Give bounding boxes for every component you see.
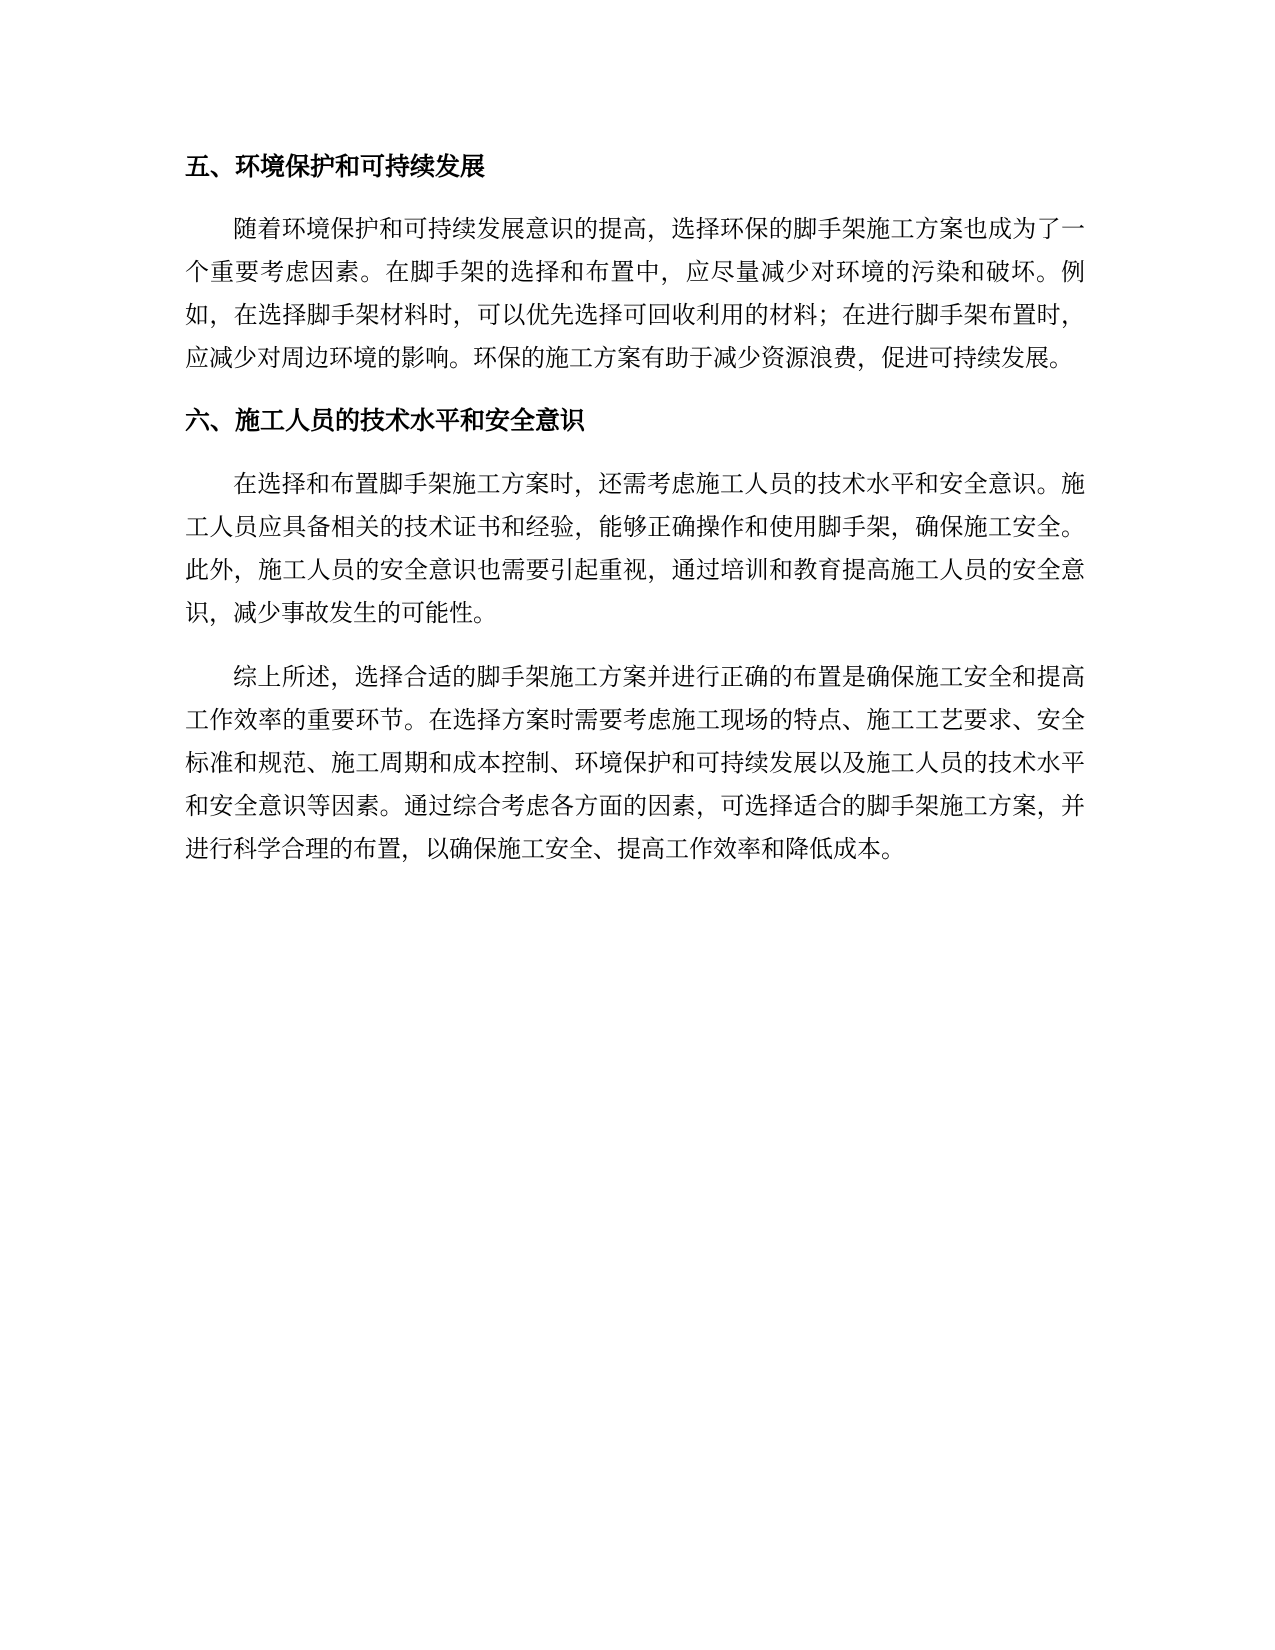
section-heading-personnel: 六、施工人员的技术水平和安全意识 — [185, 406, 586, 435]
document-body — [185, 140, 1085, 871]
section-paragraph-environment: 随着环境保护和可持续发展意识的提高，选择环保的脚手架施工方案也成为了一个重要考虑因素。在脚手架的选择和布置中，应尽量减少对环境的污染和破坏。例如，在选择脚手架材料时，可以优先选择可回收利用的材料；在进行脚手架布置时，应减少对周边环境的影响。环保的施工方案有助于减少资源浪费，促进可持续发展。 — [185, 215, 1085, 372]
conclusion-paragraph: 综上所述，选择合适的脚手架施工方案并进行正确的布置是确保施工安全和提高工作效率的重要环节。在选择方案时需要考虑施工现场的特点、施工工艺要求、安全标准和规范、施工周期和成本控制、环境保护和可持续发展以及施工人员的技术水平和安全意识等因素。通过综合考虑各方面的因素，可选择适合的脚手架施工方案，并进行科学合理的布置，以确保施工安全、提高工作效率和降低成本。 — [185, 663, 1085, 863]
section-paragraph-personnel: 在选择和布置脚手架施工方案时，还需考虑施工人员的技术水平和安全意识。施工人员应具备相关的技术证书和经验，能够正确操作和使用脚手架，确保施工安全。此外，施工人员的安全意识也需要引起重视，通过培训和教育提高施工人员的安全意识，减少事故发生的可能性。 — [185, 470, 1085, 627]
section-heading-environment: 五、环境保护和可持续发展 — [185, 152, 486, 181]
